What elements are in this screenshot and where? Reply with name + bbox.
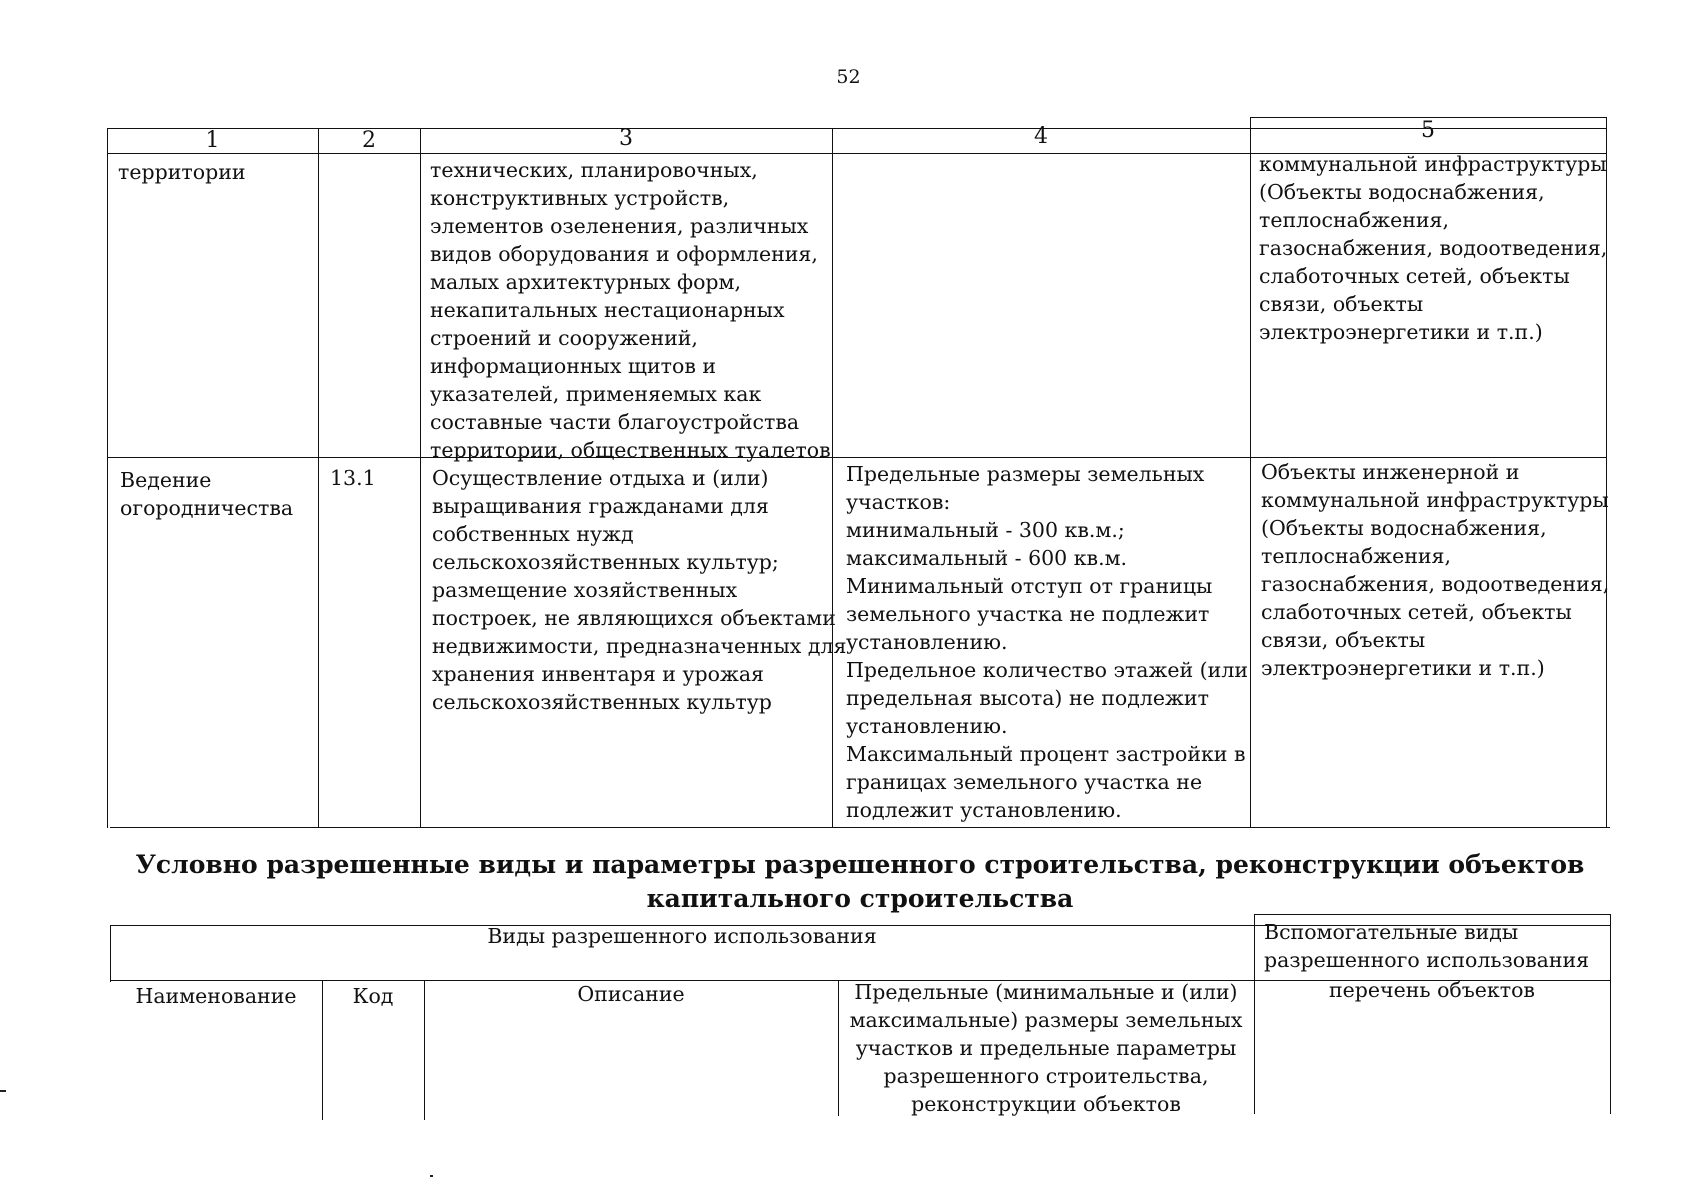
table-row-2-auxiliary: Объекты инженерной и коммунальной инфраструктуры (Объекты водоснабжения, теплоснабжения, газоснабжения, водоотведения, слаботочных сетей, объекты связи, объекты электроэнергетики и т.п.): [1261, 460, 1610, 680]
column-number-4: 4: [1034, 124, 1048, 149]
table-row-2-code: 13.1: [330, 466, 376, 490]
scan-mark: [0, 1090, 6, 1092]
table2-column-params: Предельные (минимальные и (или) максимальные) размеры земельных участков и предельные параметры разрешенного строительства, реконструкции объектов: [849, 980, 1243, 1116]
column-number-2: 2: [362, 128, 376, 153]
column-number-1: 1: [205, 128, 220, 153]
table2-group-header: Виды разрешенного использования: [487, 924, 877, 948]
table2-column-description: Описание: [577, 982, 685, 1006]
scan-mark-small: [430, 1175, 433, 1177]
table-row-2-description: Осуществление отдыха и (или) выращивания гражданами для собственных нужд сельскохозяйственных культур; размещение хозяйственных построек, не являющихся объектами недвижимости, предназначенных для хранения инвентаря и урожая сельскохозяйственных культур: [432, 466, 847, 714]
table2-aux-header: Вспомогательные виды разрешенного использования: [1264, 920, 1590, 972]
table-row-2-name: Ведение огородничества: [120, 468, 294, 520]
table2-column-objects: перечень объектов: [1329, 978, 1535, 1002]
table-row-1-description: технических, планировочных, конструктивных устройств, элементов озеленения, различных видов оборудования и оформления, малых архитектурных форм, некапитальных нестационарных строений и сооружений, информационных щитов и указателей, применяемых как составные части благоустройства территории, общественных туалетов: [430, 158, 831, 462]
column-number-3: 3: [619, 126, 633, 151]
page-number: 52: [836, 66, 861, 88]
section-title: Условно разрешенные виды и параметры разрешенного строительства, реконструкции объектов капитального строительства: [135, 850, 1585, 913]
column-number-5: 5: [1421, 118, 1435, 143]
table-row-1-auxiliary: коммунальной инфраструктуры (Объекты водоснабжения, теплоснабжения, газоснабжения, водоотведения, слаботочных сетей, объекты связи, объекты электроэнергетики и т.п.): [1259, 152, 1608, 344]
table-row-2-params: Предельные размеры земельных участков: минимальный - 300 кв.м.; максимальный - 600 кв.м. Минимальный отступ от границы земельного участка не подлежит установлению. Предельное количество этажей (или предельная высота) не подлежит установлению. Максимальный процент застройки в границах земельного участка не подлежит установлению.: [846, 462, 1249, 822]
table-row-1-name: территории: [118, 160, 246, 184]
table2-column-code: Код: [352, 984, 394, 1008]
table2-column-name: Наименование: [135, 984, 297, 1008]
